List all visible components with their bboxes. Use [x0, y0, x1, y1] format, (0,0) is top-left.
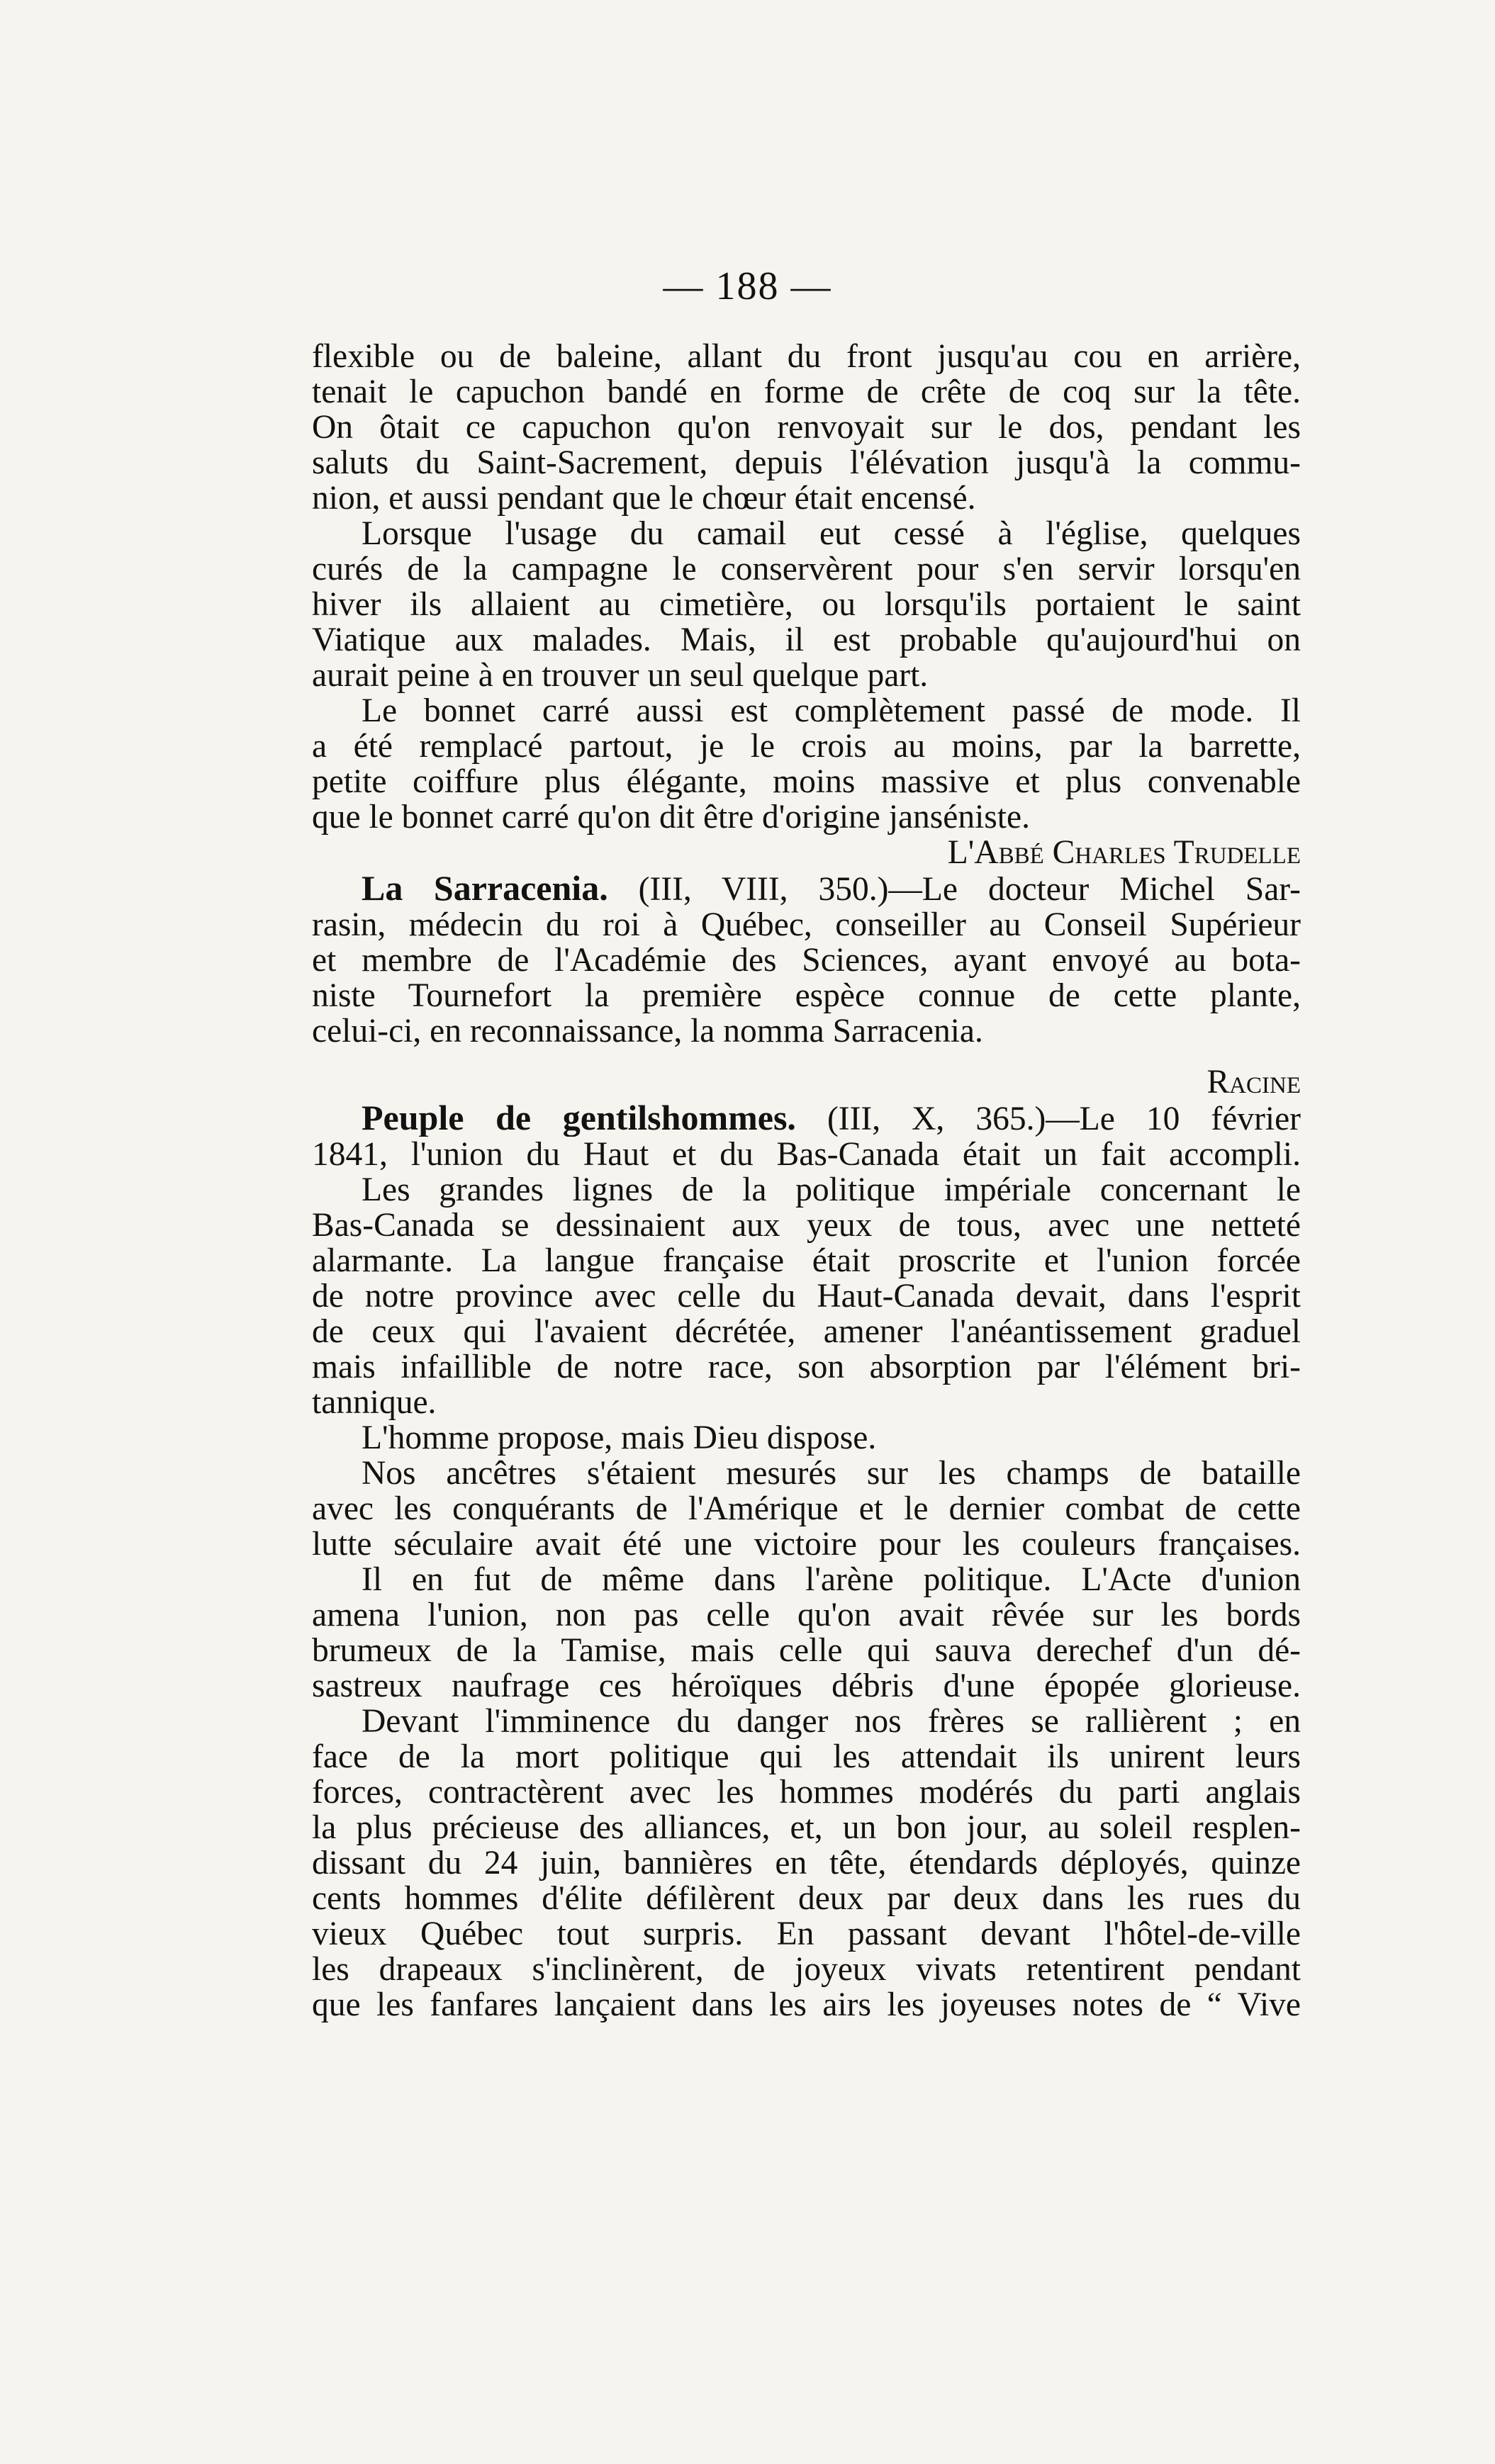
text-line: sastreux naufrage ces héroïques débris d'une épopée glorieuse. [312, 1668, 1301, 1704]
text-line: saluts du Saint-Sacrement, depuis l'élévation jusqu'à la commu- [312, 445, 1301, 480]
text-line: Lorsque l'usage du camail eut cessé à l'église, quelques [362, 516, 1301, 551]
text-line: de notre province avec celle du Haut-Canada devait, dans l'esprit [312, 1278, 1301, 1314]
signature-line: L'Abbé Charles Trudelle [947, 835, 1301, 870]
text-line: On ôtait ce capuchon qu'on renvoyait sur le dos, pendant les [312, 410, 1301, 445]
page-number: — 188 — [663, 264, 832, 308]
text-line: que les fanfares lançaient dans les airs les joyeuses notes de “ Vive [312, 1987, 1301, 2023]
text-line: hiver ils allaient au cimetière, ou lorsqu'ils portaient le saint [312, 587, 1301, 622]
text-line: avec les conquérants de l'Amérique et le dernier combat de cette [312, 1491, 1301, 1526]
text-line: brumeux de la Tamise, mais celle qui sauva derechef d'un dé- [312, 1633, 1301, 1668]
text-line: Le bonnet carré aussi est complètement passé de mode. Il [362, 693, 1301, 728]
text-line: nion, et aussi pendant que le chœur était encensé. [312, 480, 976, 516]
text-line: curés de la campagne le conservèrent pour s'en servir lorsqu'en [312, 551, 1301, 587]
text-line: la plus précieuse des alliances, et, un bon jour, au soleil resplen- [312, 1810, 1301, 1845]
signature-line: Racine [1206, 1064, 1301, 1100]
text-line: 1841, l'union du Haut et du Bas-Canada était un fait accompli. [312, 1137, 1301, 1172]
text-line: lutte séculaire avait été une victoire pour les couleurs françaises. [312, 1526, 1301, 1562]
text-line: aurait peine à en trouver un seul quelque part. [312, 658, 929, 693]
body-text [312, 339, 1301, 2023]
text-line: petite coiffure plus élégante, moins massive et plus convenable [312, 764, 1301, 799]
text-line: Nos ancêtres s'étaient mesurés sur les champs de bataille [362, 1456, 1301, 1491]
text-line: de ceux qui l'avaient décrétée, amener l'anéantissement graduel [312, 1314, 1301, 1349]
text-line: les drapeaux s'inclinèrent, de joyeux vivats retentirent pendant [312, 1952, 1301, 1987]
text-line: Devant l'imminence du danger nos frères se rallièrent ; en [362, 1704, 1301, 1739]
text-line: Il en fut de même dans l'arène politique. L'Acte d'union [362, 1562, 1301, 1597]
entry-heading-line: Peuple de gentilshommes. (III, X, 365.)—Le 10 février [362, 1100, 1301, 1137]
text-line: cents hommes d'élite défilèrent deux par deux dans les rues du [312, 1881, 1301, 1916]
text-line: tannique. [312, 1385, 437, 1420]
text-line: et membre de l'Académie des Sciences, ayant envoyé au bota- [312, 943, 1301, 978]
text-line: tenait le capuchon bandé en forme de crête de coq sur la tête. [312, 374, 1301, 410]
text-line: celui-ci, en reconnaissance, la nomma Sarracenia. [312, 1013, 983, 1049]
text-line: dissant du 24 juin, bannières en tête, étendards déployés, quinze [312, 1845, 1301, 1881]
text-line: Bas-Canada se dessinaient aux yeux de tous, avec une netteté [312, 1208, 1301, 1243]
text-line: L'homme propose, mais Dieu dispose. [362, 1420, 877, 1456]
text-line: forces, contractèrent avec les hommes modérés du parti anglais [312, 1774, 1301, 1810]
text-line: mais infaillible de notre race, son absorption par l'élément bri- [312, 1349, 1301, 1385]
text-line: a été remplacé partout, je le crois au moins, par la barrette, [312, 728, 1301, 764]
text-line: flexible ou de baleine, allant du front jusqu'au cou en arrière, [312, 339, 1301, 374]
spacer [312, 1049, 1301, 1064]
text-line: Les grandes lignes de la politique impériale concernant le [362, 1172, 1301, 1208]
text-line: niste Tournefort la première espèce connue de cette plante, [312, 978, 1301, 1013]
text-line: alarmante. La langue française était proscrite et l'union forcée [312, 1243, 1301, 1278]
text-line: vieux Québec tout surpris. En passant devant l'hôtel-de-ville [312, 1916, 1301, 1952]
text-line: amena l'union, non pas celle qu'on avait rêvée sur les bords [312, 1597, 1301, 1633]
text-line: rasin, médecin du roi à Québec, conseiller au Conseil Supérieur [312, 907, 1301, 943]
entry-heading-line: La Sarracenia. (III, VIII, 350.)—Le docteur Michel Sar- [362, 870, 1301, 907]
text-line: que le bonnet carré qu'on dit être d'origine janséniste. [312, 799, 1030, 835]
text-line: Viatique aux malades. Mais, il est probable qu'aujourd'hui on [312, 622, 1301, 658]
text-line: face de la mort politique qui les attendait ils unirent leurs [312, 1739, 1301, 1774]
